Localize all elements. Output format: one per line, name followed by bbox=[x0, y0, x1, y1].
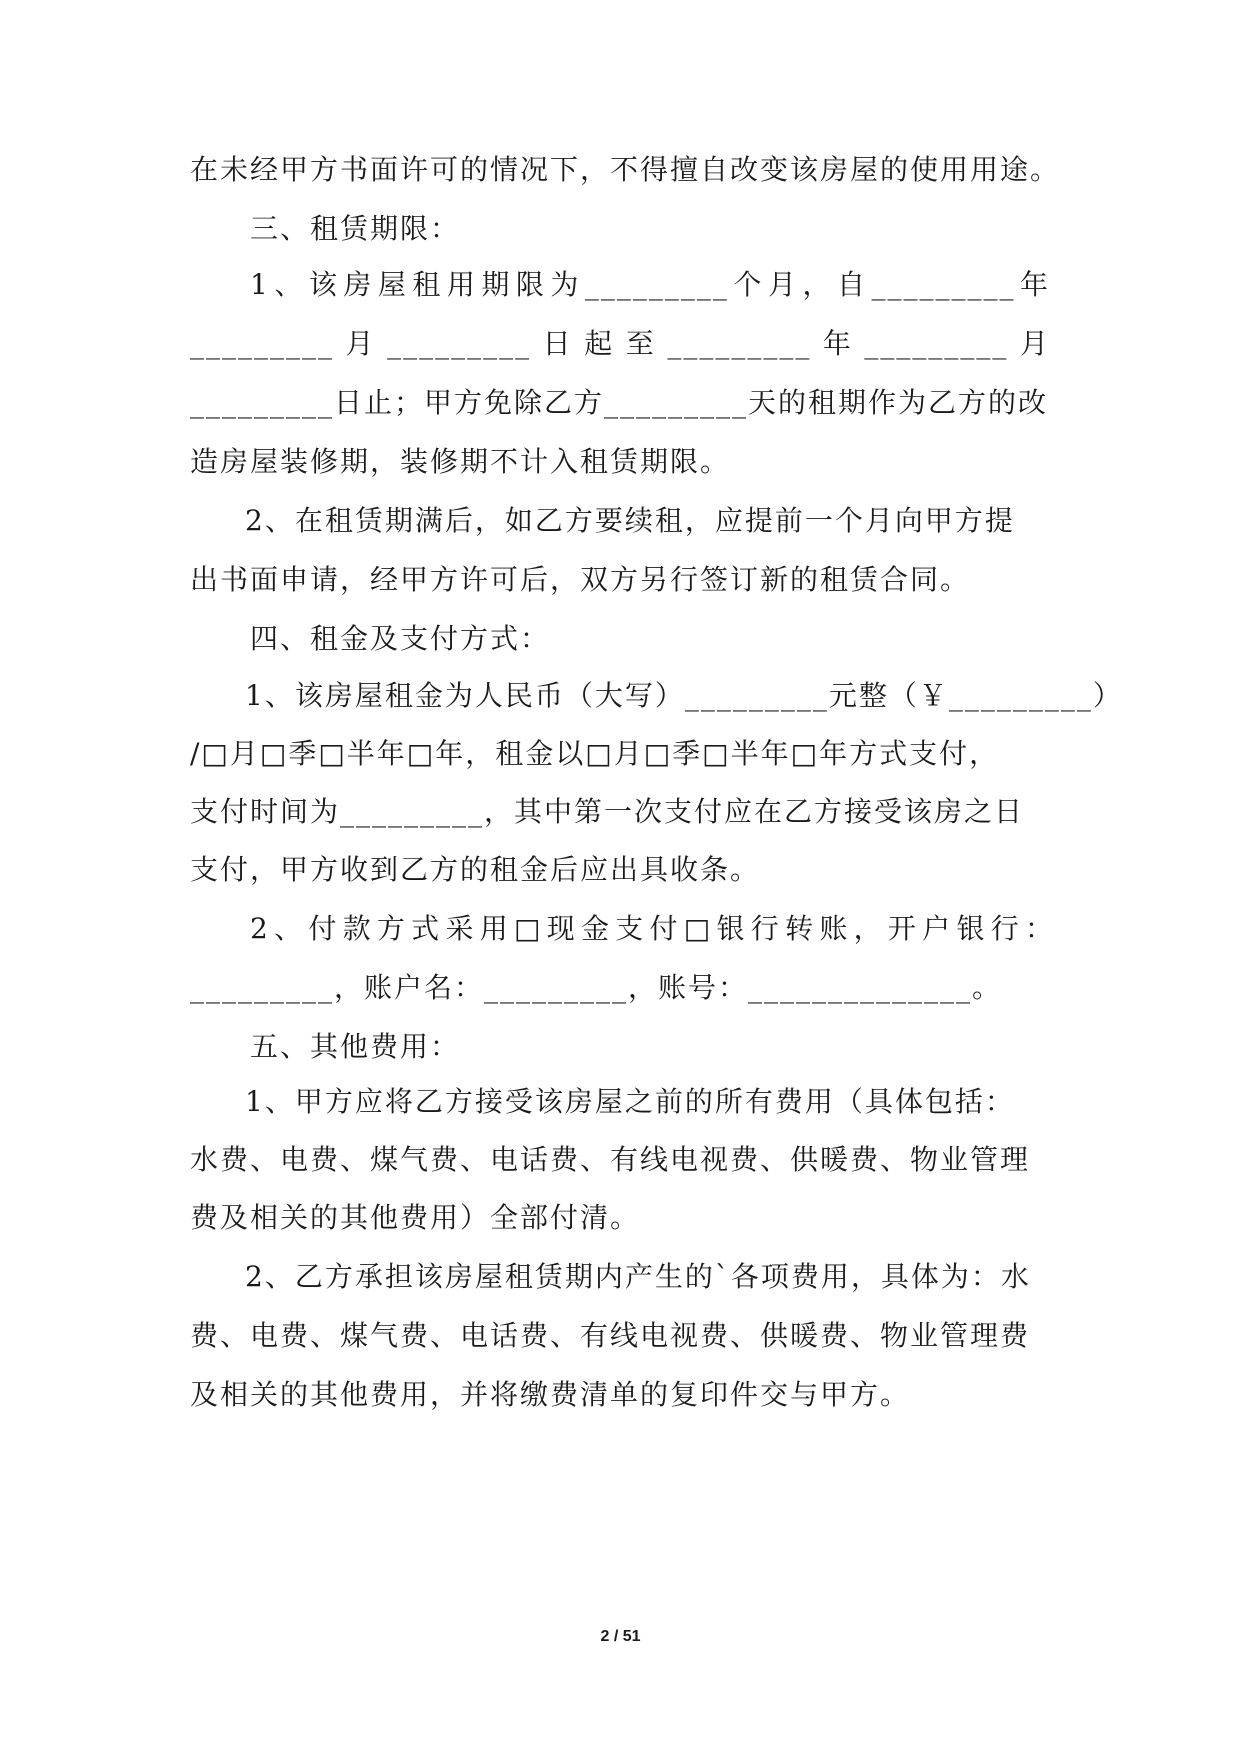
page-number: 2 / 51 bbox=[600, 1628, 641, 1645]
text-line-7: 2、在租赁期满后，如乙方要续租，应提前一个月向甲方提 bbox=[245, 504, 1015, 537]
text-line-11: /□月□季□半年□年，租金以□月□季□半年□年方式支付， bbox=[190, 737, 1000, 770]
text-line-18: 水费、电费、煤气费、电话费、有线电视费、供暖费、物业管理 bbox=[190, 1143, 1031, 1176]
text-line-10: 1、该房屋租金为人民币（大写）_________元整（￥_________） bbox=[245, 679, 1123, 712]
text-line-8: 出书面申请，经甲方许可后，双方另行签订新的租赁合同。 bbox=[190, 563, 971, 596]
section-heading-3: 三、租赁期限： bbox=[250, 212, 461, 245]
text-line-21: 费、电费、煤气费、电话费、有线电视费、供暖费、物业管理费 bbox=[190, 1319, 1031, 1352]
text-line-20: 2、乙方承担该房屋租赁期内产生的`各项费用，具体为：水 bbox=[245, 1260, 1031, 1293]
text-line-6: 造房屋装修期，装修期不计入租赁期限。 bbox=[190, 445, 731, 478]
text-line-12: 支付时间为_________，其中第一次支付应在乙方接受该房之日 bbox=[190, 795, 1025, 828]
text-line-19: 费及相关的其他费用）全部付清。 bbox=[190, 1201, 641, 1234]
text-line-4: _________月_________日起至_________年_________月 bbox=[190, 327, 1050, 360]
text-line-5: _________日止；甲方免除乙方_________天的租期作为乙方的改 bbox=[190, 386, 1049, 419]
text-line-3: 1、该房屋租用期限为_________个月，自_________年 bbox=[250, 268, 1050, 301]
text-line-13: 支付，甲方收到乙方的租金后应出具收条。 bbox=[190, 853, 761, 886]
text-line-22: 及相关的其他费用，并将缴费清单的复印件交与甲方。 bbox=[190, 1378, 911, 1411]
text-line-14: 2、付款方式采用□现金支付□银行转账，开户银行： bbox=[250, 912, 1055, 945]
text-line-15: _________，账户名：_________，账号：______________。 bbox=[190, 971, 1003, 1004]
section-heading-4: 四、租金及支付方式： bbox=[250, 622, 551, 655]
text-line-1: 在未经甲方书面许可的情况下，不得擅自改变该房屋的使用用途。 bbox=[190, 153, 1061, 186]
section-heading-5: 五、其他费用： bbox=[250, 1030, 461, 1063]
text-line-17: 1、甲方应将乙方接受该房屋之前的所有费用（具体包括： bbox=[245, 1085, 1015, 1118]
